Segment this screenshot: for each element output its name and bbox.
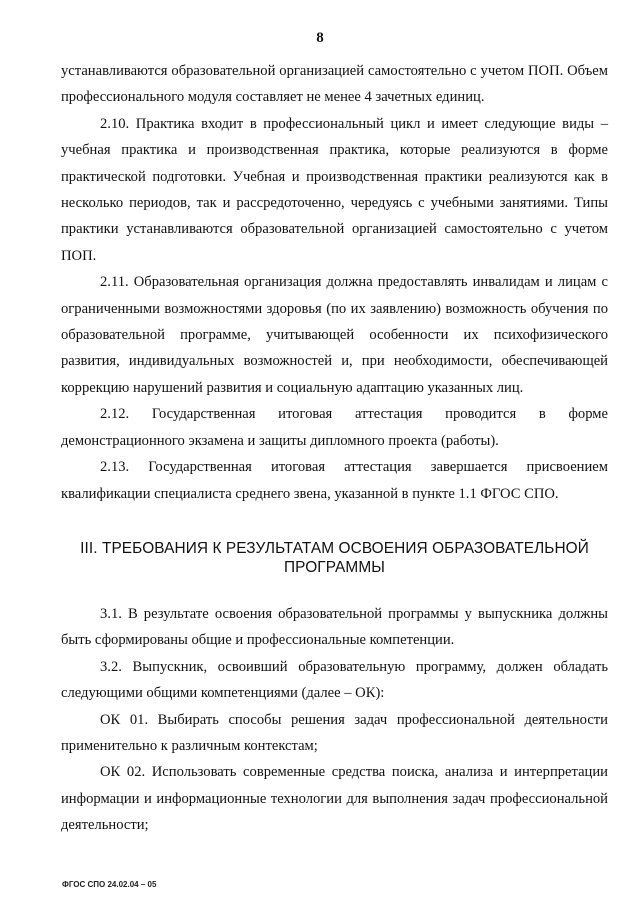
paragraph-2-12: 2.12. Государственная итоговая аттестация проводится в форме демонстрационного экзамена и защиты дипломного проекта (работы).: [61, 406, 608, 449]
document-footer: ФГОС СПО 24.02.04 – 05: [62, 880, 157, 889]
document-body: [61, 58, 608, 839]
paragraph-ok-02: ОК 02. Использовать современные средства поиска, анализа и интерпретации информации и информационные технологии для выполнения задач профессиональной деятельности;: [61, 764, 608, 834]
section-heading: III. ТРЕБОВАНИЯ К РЕЗУЛЬТАТАМ ОСВОЕНИЯ ОБРАЗОВАТЕЛЬНОЙ ПРОГРАММЫ: [80, 539, 589, 576]
paragraph-3-2: 3.2. Выпускник, освоивший образовательную программу, должен обладать следующими общими компетенциями (далее – ОК):: [61, 658, 608, 702]
paragraph-3-1: 3.1. В результате освоения образовательной программы у выпускника должны быть сформированы общие и профессиональные компетенции.: [61, 605, 608, 649]
page-number: 8: [316, 30, 324, 46]
paragraph-continuation: устанавливаются образовательной организацией самостоятельно с учетом ПОП. Объем профессионального модуля составляет не менее 4 зачетных единиц.: [61, 63, 608, 106]
paragraph-2-10: 2.10. Практика входит в профессиональный цикл и имеет следующие виды – учебная практика и производственная практика, которые реализуются в форме практической подготовки. Учебная и производственная практики реализуются как в несколько периодов, так и рассредоточенно, чередуясь с учебными занятиями. Типы практики устанавливаются образовательной организацией самостоятельно с учетом ПОП.: [61, 115, 608, 264]
paragraph-ok-01: ОК 01. Выбирать способы решения задач профессиональной деятельности применительно к различным контекстам;: [61, 711, 608, 754]
paragraph-2-11: 2.11. Образовательная организация должна предоставлять инвалидам и лицам с ограниченными возможностями здоровья (по их заявлению) возможность обучения по образовательной программе, учитывающей особенности их психофизического развития, индивидуальных возможностей и, при необходимости, обеспечивающей коррекцию нарушений развития и социальную адаптацию указанных лиц.: [61, 274, 608, 396]
paragraph-2-13: 2.13. Государственная итоговая аттестация завершается присвоением квалификации специалиста среднего звена, указанной в пункте 1.1 ФГОС СПО.: [61, 459, 608, 502]
